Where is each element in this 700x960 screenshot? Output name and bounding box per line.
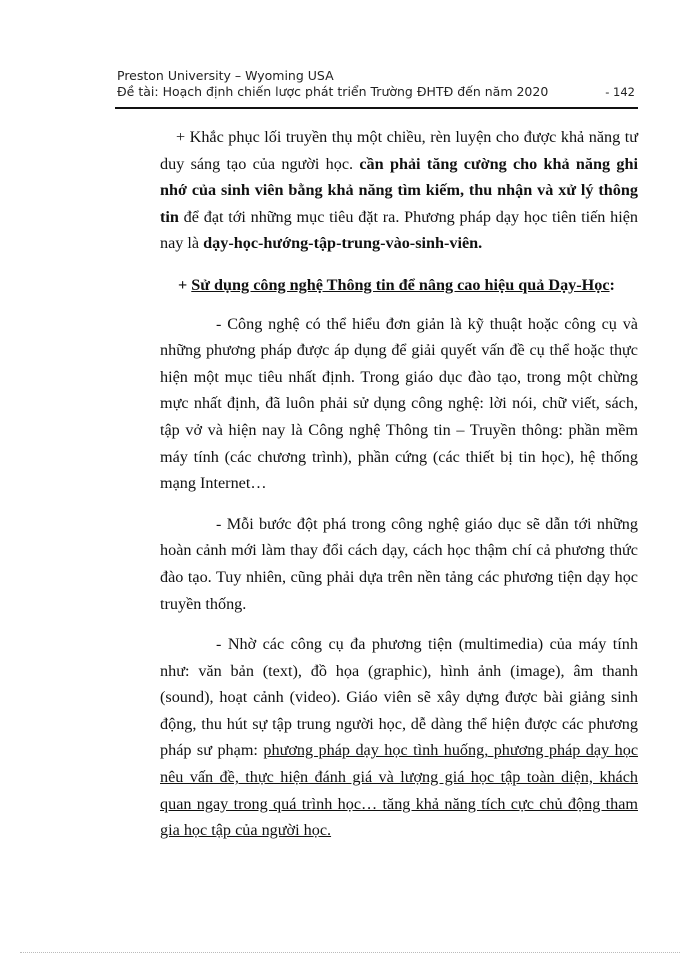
p5-text-a: - Nhờ các công cụ đa phương tiện (multimedia) của máy tính như: văn bản (text), đồ họa (graphic), hình ảnh (image), âm thanh (sound), hoạt cảnh (video). Giáo viên sẽ xây dựng được bài giảng sinh động, thu hút sự tập trung người học, dễ dàng thể hiện được các phương pháp sư phạm:	[160, 635, 638, 760]
p1-bold-text: cần phải tăng cường cho khả năng ghi nhớ của sinh viên bằng khả năng tìm kiếm, thu nhận và xử lý thông tin	[160, 154, 638, 226]
p5-underlined-methods: phương pháp dạy học tình huống, phương pháp dạy học nêu vấn đề, thực hiện đánh giá và lượng giá học tập toàn diện, khách quan ngay trong quá trình học… tăng khả năng tích cực chủ động tham gia học tập của người học.	[160, 741, 639, 840]
p1-text-a: + Khắc phục lối truyền thụ một chiều, rèn luyện cho được khả năng tư duy sáng tạo của người học.	[160, 128, 638, 173]
heading-prefix: +	[178, 275, 192, 294]
heading-text: Sử dụng công nghệ Thông tin để nâng cao hiệu quả Dạy-Học	[191, 275, 610, 294]
p1-text-c: để đạt tới những mục tiêu đặt ra. Phương pháp dạy học tiên tiến hiện nay là	[160, 207, 638, 253]
paragraph-technology-breakthrough: - Mỗi bước đột phá trong công nghệ giáo dục sẽ dẫn tới những hoàn cảnh mới làm thay đổi cách dạy, cách học thậm chí cả phương thức đào tạo. Tuy nhiên, cũng phải dựa trên nền tảng các phương tiện dạy học truyền thống.	[160, 514, 638, 613]
document-body	[160, 124, 638, 844]
page-number: - 142	[605, 85, 635, 99]
section-heading-it-usage	[160, 272, 638, 299]
header-university: Preston University – Wyoming USA	[117, 68, 334, 83]
heading-colon: :	[609, 275, 615, 294]
header-topic-row	[117, 84, 637, 100]
page-bottom-divider	[20, 952, 680, 953]
p1-bold-conclusion: dạy-học-hướng-tập-trung-vào-sinh-viên.	[203, 234, 483, 253]
paragraph-multimedia-tools	[160, 631, 638, 844]
header-topic: Đề tài: Hoạch định chiến lược phát triển Trường ĐHTĐ đến năm 2020	[117, 84, 549, 99]
paragraph-overcome-one-way-teaching	[160, 124, 638, 257]
paragraph-technology-definition: - Công nghệ có thể hiểu đơn giản là kỹ thuật hoặc công cụ và những phương pháp được áp dụng để giải quyết vấn đề cụ thể hoặc thực hiện một mục tiêu nhất định. Trong giáo dục đào tạo, trong một chừng mực nhất định, đã luôn phải sử dụng công nghệ: lời nói, chữ viết, sách, tập vở và hiện nay là Công nghệ Thông tin – Truyền thông: phần mềm máy tính (các chương trình), phần cứng (các thiết bị tin học), hệ thống mạng Internet…	[160, 314, 638, 493]
page-header	[117, 68, 637, 100]
header-rule	[115, 107, 638, 109]
